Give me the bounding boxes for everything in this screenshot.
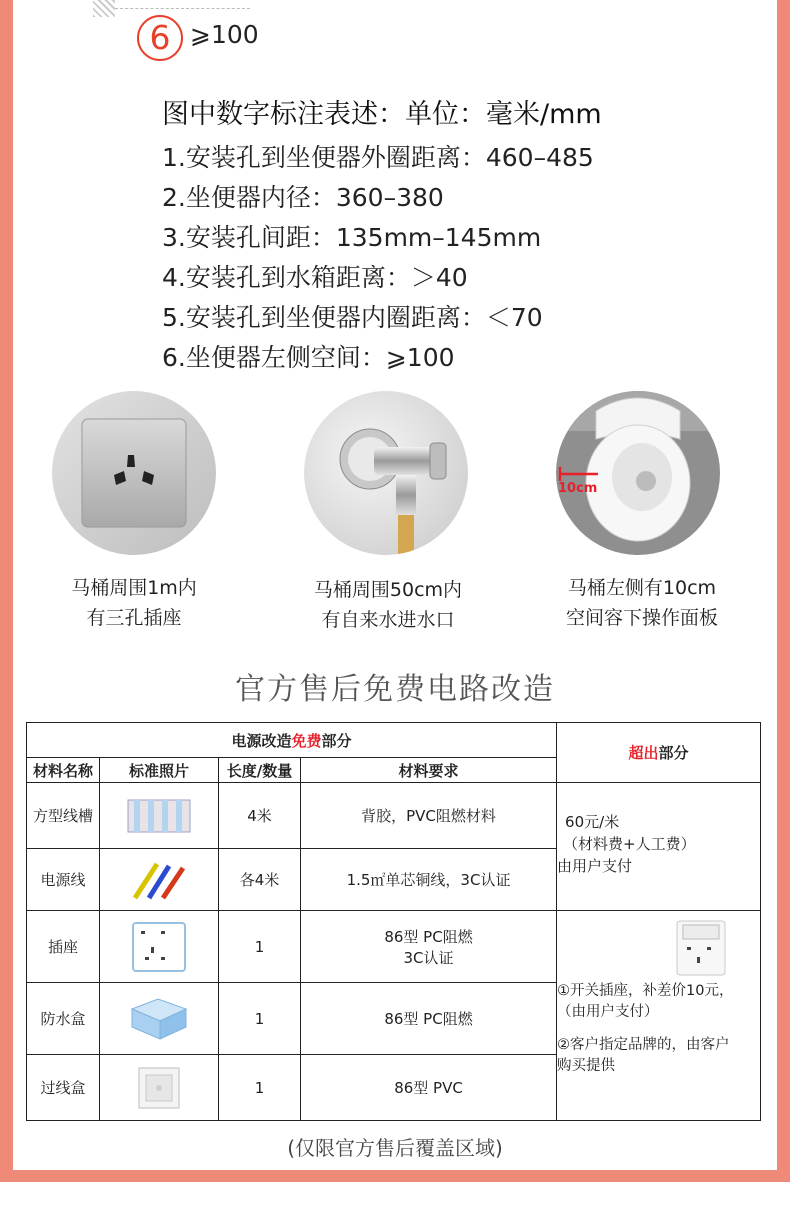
spec-item-1: 1.安装孔到坐便器外圈距离：460–485 bbox=[162, 143, 594, 172]
frame-border-right bbox=[777, 0, 790, 1182]
frame-border-bottom bbox=[0, 1170, 790, 1182]
wire-duct-photo bbox=[126, 796, 192, 836]
row-4-name: 防水盒 bbox=[27, 983, 100, 1055]
junction-box-photo bbox=[136, 1065, 182, 1111]
extra-note2-line2: 购买提供 bbox=[557, 1058, 616, 1074]
row-3-requirement-line1: 86型 PC阻燃 bbox=[384, 927, 473, 946]
dashed-guide-line bbox=[115, 8, 250, 9]
row-2-photo bbox=[100, 849, 219, 911]
table-row bbox=[27, 911, 761, 983]
col-header-name: 材料名称 bbox=[27, 758, 100, 783]
row-2-qty: 各4米 bbox=[219, 849, 301, 911]
requirement-2-line1: 马桶周围50cm内 bbox=[313, 579, 463, 601]
waterproof-box-photo bbox=[128, 995, 190, 1043]
power-wire-photo bbox=[129, 858, 189, 902]
row-3-requirement bbox=[301, 911, 557, 983]
extra-note1-line2: （由用户支付） bbox=[557, 1004, 659, 1020]
row-1-photo bbox=[100, 783, 219, 849]
spec-item-4: 4.安装孔到水箱距离：＞40 bbox=[162, 263, 468, 292]
extra-price-line2: （材料费+人工费） bbox=[563, 835, 696, 853]
extra-note1-line1: ①开关插座，补差价10元， bbox=[557, 983, 734, 999]
table-row bbox=[27, 783, 761, 849]
row-4-requirement: 86型 PC阻燃 bbox=[301, 983, 557, 1055]
row-3-qty: 1 bbox=[219, 911, 301, 983]
switch-socket-photo-wrap bbox=[557, 911, 760, 981]
requirement-3-line1: 马桶左侧有10cm bbox=[567, 577, 717, 599]
row-1-name: 方型线槽 bbox=[27, 783, 100, 849]
row-2-name: 电源线 bbox=[27, 849, 100, 911]
spec-item-5: 5.安装孔到坐便器内圈距离：＜70 bbox=[162, 303, 543, 332]
item6-value: ⩾100 bbox=[190, 20, 259, 49]
requirement-1-line1: 马桶周围1m内 bbox=[71, 577, 197, 599]
extra-note2-line1: ②客户指定品牌的，由客户 bbox=[557, 1037, 730, 1053]
row-2-requirement: 1.5㎡单芯铜线，3C认证 bbox=[301, 849, 557, 911]
spec-title: 图中数字标注表述：单位：毫米/mm bbox=[162, 99, 602, 130]
requirement-2-line2: 有自来水进水口 bbox=[321, 609, 455, 631]
diagram-fragment bbox=[93, 0, 115, 17]
item6-number: 6 bbox=[149, 18, 171, 57]
materials-table bbox=[26, 722, 761, 1121]
row-4-qty: 1 bbox=[219, 983, 301, 1055]
requirement-3-line2: 空间容下操作面板 bbox=[565, 607, 718, 629]
requirement-caption-2 bbox=[268, 575, 508, 635]
toilet-distance-badge: 10cm bbox=[558, 481, 598, 496]
row-4-photo bbox=[100, 983, 219, 1055]
requirement-1-line2: 有三孔插座 bbox=[86, 607, 182, 629]
socket-panel-photo bbox=[131, 921, 187, 973]
spec-item-3: 3.安装孔间距：135mm–145mm bbox=[162, 223, 542, 252]
spec-list bbox=[162, 140, 594, 380]
row-5-name: 过线盒 bbox=[27, 1055, 100, 1121]
col-header-qty: 长度/数量 bbox=[219, 758, 301, 783]
row-1-qty: 4米 bbox=[219, 783, 301, 849]
extra-price-line1: 60元/米 bbox=[565, 813, 620, 831]
frame-border-left bbox=[0, 0, 13, 1182]
water-valve-photo bbox=[304, 391, 468, 555]
row-3-requirement-line2: 3C认证 bbox=[403, 948, 454, 967]
switch-socket-photo bbox=[675, 919, 727, 977]
free-section-header: 电源改造免费部分 bbox=[27, 723, 557, 758]
row-5-qty: 1 bbox=[219, 1055, 301, 1121]
coverage-note: (仅限官方售后覆盖区域) bbox=[287, 1136, 503, 1160]
row-1-requirement: 背胶，PVC阻燃材料 bbox=[301, 783, 557, 849]
spec-item-6: 6.坐便器左侧空间：⩾100 bbox=[162, 343, 455, 372]
spec-item-2: 2.坐便器内径：360–380 bbox=[162, 183, 444, 212]
extra-price-cell bbox=[557, 783, 761, 911]
row-3-photo bbox=[100, 911, 219, 983]
extra-notes-cell bbox=[557, 911, 761, 1121]
col-header-photo: 标准照片 bbox=[100, 758, 219, 783]
extra-price-line3: 由用户支付 bbox=[557, 857, 633, 875]
toilet-photo bbox=[556, 391, 720, 555]
extra-section-header: 超出部分 bbox=[557, 723, 761, 783]
socket-photo bbox=[52, 391, 216, 555]
requirement-caption-3 bbox=[522, 573, 762, 633]
col-header-requirement: 材料要求 bbox=[301, 758, 557, 783]
row-5-requirement: 86型 PVC bbox=[301, 1055, 557, 1121]
item6-number-circle bbox=[137, 15, 183, 61]
row-5-photo bbox=[100, 1055, 219, 1121]
section-title: 官方售后免费电路改造 bbox=[235, 672, 555, 707]
row-3-name: 插座 bbox=[27, 911, 100, 983]
requirement-caption-1 bbox=[14, 573, 254, 633]
